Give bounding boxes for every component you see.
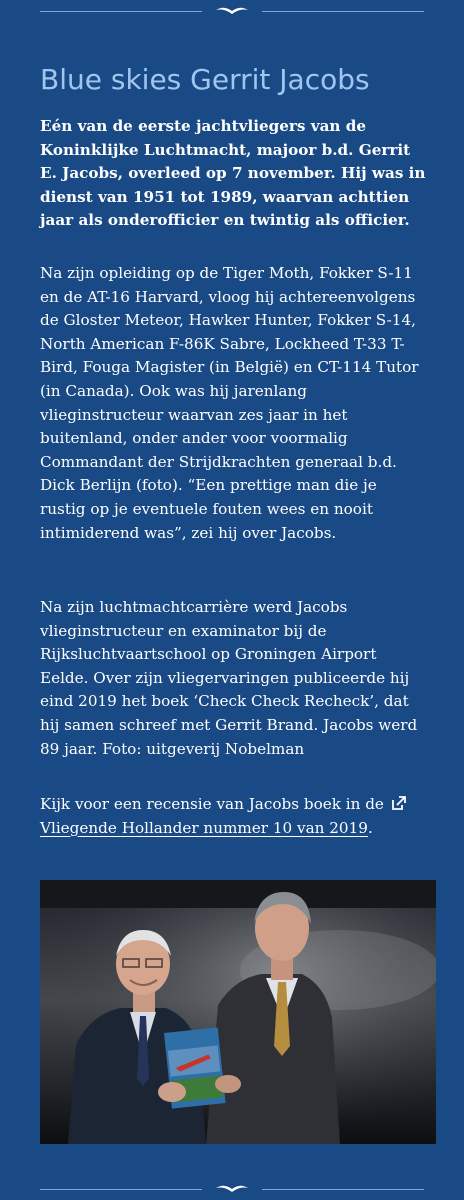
review-link[interactable]: Vliegende Hollander nummer 10 van 2019 — [40, 818, 368, 837]
article-title: Blue skies Gerrit Jacobs — [40, 63, 370, 96]
divider-line-right — [262, 11, 424, 12]
bird-icon — [215, 1182, 249, 1196]
divider-line-left — [40, 1189, 202, 1190]
top-divider — [40, 2, 424, 22]
paragraph-3-prefix: Kijk voor een recensie van Jacobs boek in de — [40, 795, 389, 813]
article-paragraph-1: Na zijn opleiding op de Tiger Moth, Fokker S-11 en de AT-16 Harvard, vloog hij achtereenvolgens de Gloster Meteor, Hawker Hunter, Fokker S-14, North American F-86K Sabre, Lockheed T-33 T-Bird, Fouga Magister (in België) en CT-114 Tutor (in Canada). Ook was hij jarenlang vlieginstructeur waarvan zes jaar in het buitenland, onder ander voor voormalig Commandant der Strijdkrachten generaal b.d. Dick Berlijn (foto). “Een prettige man die je rustig op je eventuele fouten wees en nooit intimiderend was”, zei hij over Jacobs. — [40, 264, 419, 542]
divider-line-left — [40, 11, 202, 12]
bottom-divider — [40, 1180, 424, 1200]
bird-icon — [215, 4, 249, 18]
divider-line-right — [262, 1189, 424, 1190]
article-paragraph-2: Na zijn luchtmachtcarrière werd Jacobs vlieginstructeur en examinator bij de Rijksluchtvaartschool op Groningen Airport Eelde. Over zijn vliegervaringen publiceerde hij eind 2019 het boek ‘Check Check Recheck’, dat hij samen schreef met Gerrit Brand. Jacobs werd 89 jaar. Foto: uitgeverij Nobelman — [40, 598, 418, 758]
article-lead: Eén van de eerste jachtvliegers van de Koninklijke Luchtmacht, majoor b.d. Gerrit E. Jacobs, overleed op 7 november. Hij was in dienst van 1951 tot 1989, waarvan achttien jaar als onderofficier en twintig als officier. — [40, 117, 426, 230]
article-paragraph-3 — [40, 793, 426, 840]
photo-illustration — [40, 880, 436, 1144]
external-link-icon[interactable] — [391, 796, 407, 811]
article-photo — [40, 880, 436, 1144]
paragraph-3-suffix: . — [367, 818, 373, 837]
